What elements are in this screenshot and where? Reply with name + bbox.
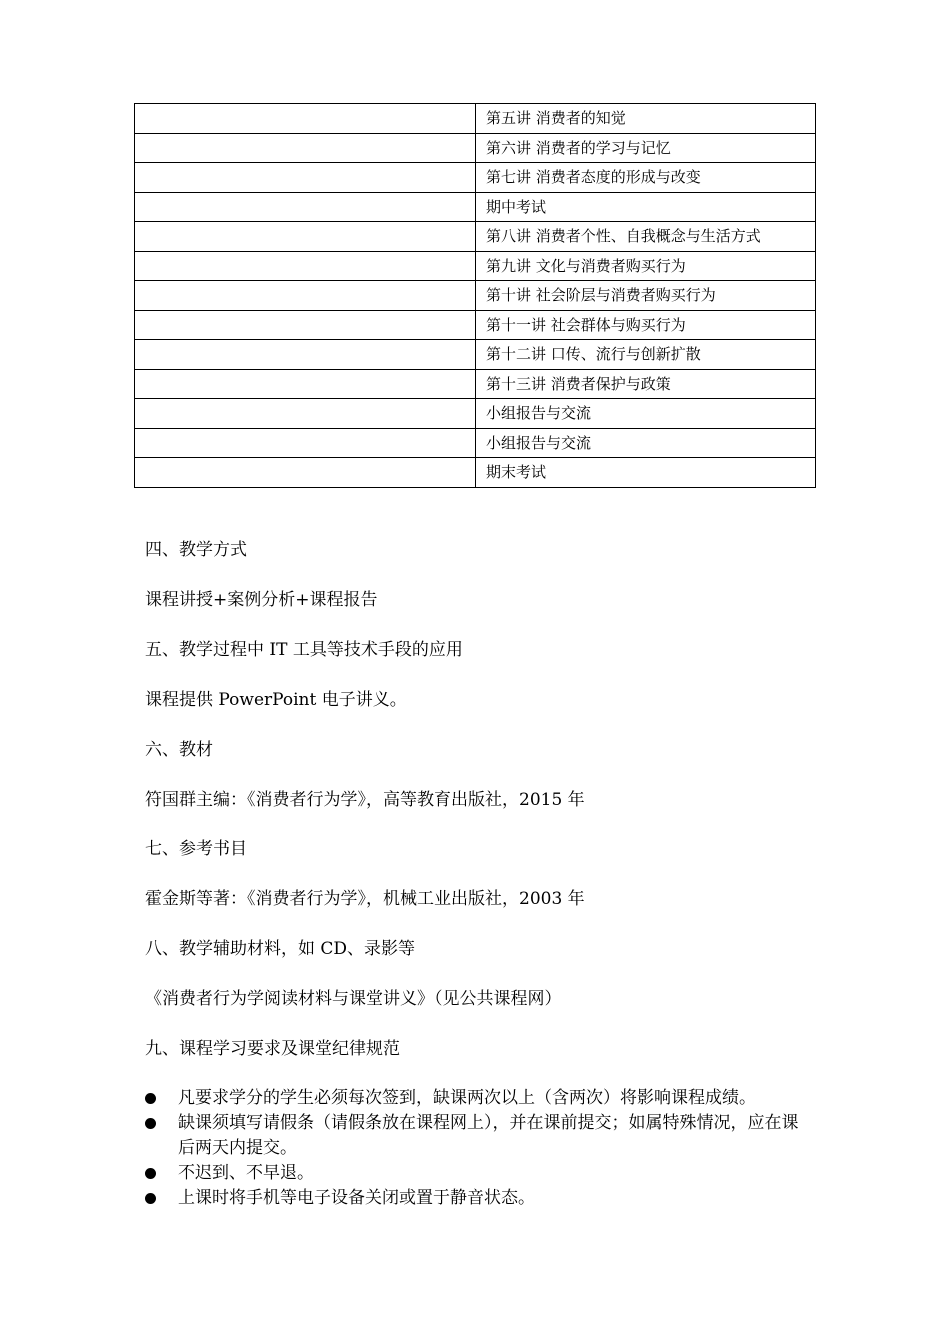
references-text: 霍金斯等著：《消费者行为学》，机械工业出版社，2003 年: [145, 889, 585, 909]
table-cell-topic: 第十讲 社会阶层与消费者购买行为: [476, 281, 816, 311]
table-cell-topic: 第八讲 消费者个性、自我概念与生活方式: [476, 222, 816, 252]
section-heading-it-tools: 五、教学过程中 IT 工具等技术手段的应用: [145, 640, 463, 660]
list-item: [145, 1186, 815, 1211]
table-cell-topic: 第六讲 消费者的学习与记忆: [476, 133, 816, 163]
table-cell-left: [135, 163, 476, 193]
table-cell-topic: 第七讲 消费者态度的形成与改变: [476, 163, 816, 193]
table-row: [135, 222, 816, 252]
table-cell-topic: 期中考试: [476, 192, 816, 222]
table-cell-topic: 第五讲 消费者的知觉: [476, 104, 816, 134]
table-cell-left: [135, 310, 476, 340]
table-cell-topic: 小组报告与交流: [476, 399, 816, 429]
teaching-method-text: 课程讲授+案例分析+课程报告: [145, 590, 378, 610]
list-item: [145, 1086, 815, 1111]
table-cell-left: [135, 428, 476, 458]
table-cell-left: [135, 192, 476, 222]
table-row: [135, 251, 816, 281]
table-cell-left: [135, 222, 476, 252]
table-row: [135, 310, 816, 340]
list-item: [145, 1161, 815, 1186]
table-row: [135, 340, 816, 370]
table-row: [135, 133, 816, 163]
table-cell-topic: 第十三讲 消费者保护与政策: [476, 369, 816, 399]
it-tools-text: 课程提供 PowerPoint 电子讲义。: [145, 690, 407, 710]
table-cell-left: [135, 458, 476, 488]
table-cell-topic: 第九讲 文化与消费者购买行为: [476, 251, 816, 281]
section-heading-references: 七、参考书目: [145, 839, 247, 859]
section-heading-teaching-method: 四、教学方式: [145, 540, 247, 560]
section-heading-materials: 八、教学辅助材料，如 CD、录影等: [145, 939, 416, 959]
list-item: [145, 1111, 815, 1161]
table-cell-left: [135, 399, 476, 429]
table-cell-left: [135, 340, 476, 370]
table-cell-left: [135, 281, 476, 311]
table-cell-topic: 第十一讲 社会群体与购买行为: [476, 310, 816, 340]
bullet-icon: [145, 1118, 156, 1129]
rule-text: 缺课须填写请假条（请假条放在课程网上），并在课前提交；如属特殊情况，应在课后两天内提交。: [178, 1113, 799, 1158]
table-cell-left: [135, 104, 476, 134]
bullet-icon: [145, 1093, 156, 1104]
section-heading-textbook: 六、教材: [145, 740, 213, 760]
table-row: [135, 163, 816, 193]
table-row: [135, 428, 816, 458]
table-row: [135, 399, 816, 429]
rule-text: 凡要求学分的学生必须每次签到，缺课两次以上（含两次）将影响课程成绩。: [178, 1088, 756, 1108]
table-cell-left: [135, 133, 476, 163]
table-row: [135, 458, 816, 488]
table-cell-topic: 期末考试: [476, 458, 816, 488]
table-cell-left: [135, 251, 476, 281]
section-heading-rules: 九、课程学习要求及课堂纪律规范: [145, 1039, 400, 1059]
bullet-icon: [145, 1168, 156, 1179]
bullet-icon: [145, 1193, 156, 1204]
table-row: [135, 369, 816, 399]
table-cell-topic: 小组报告与交流: [476, 428, 816, 458]
course-schedule-table: [134, 103, 816, 488]
rule-text: 上课时将手机等电子设备关闭或置于静音状态。: [178, 1188, 535, 1208]
textbook-text: 符国群主编：《消费者行为学》，高等教育出版社，2015 年: [145, 790, 585, 810]
table-row: [135, 104, 816, 134]
table-row: [135, 192, 816, 222]
table-cell-topic: 第十二讲 口传、流行与创新扩散: [476, 340, 816, 370]
rule-text: 不迟到、不早退。: [178, 1163, 314, 1183]
table-row: [135, 281, 816, 311]
table-cell-left: [135, 369, 476, 399]
materials-text: 《消费者行为学阅读材料与课堂讲义》（见公共课程网）: [145, 989, 562, 1009]
classroom-rules-list: [145, 1086, 815, 1211]
